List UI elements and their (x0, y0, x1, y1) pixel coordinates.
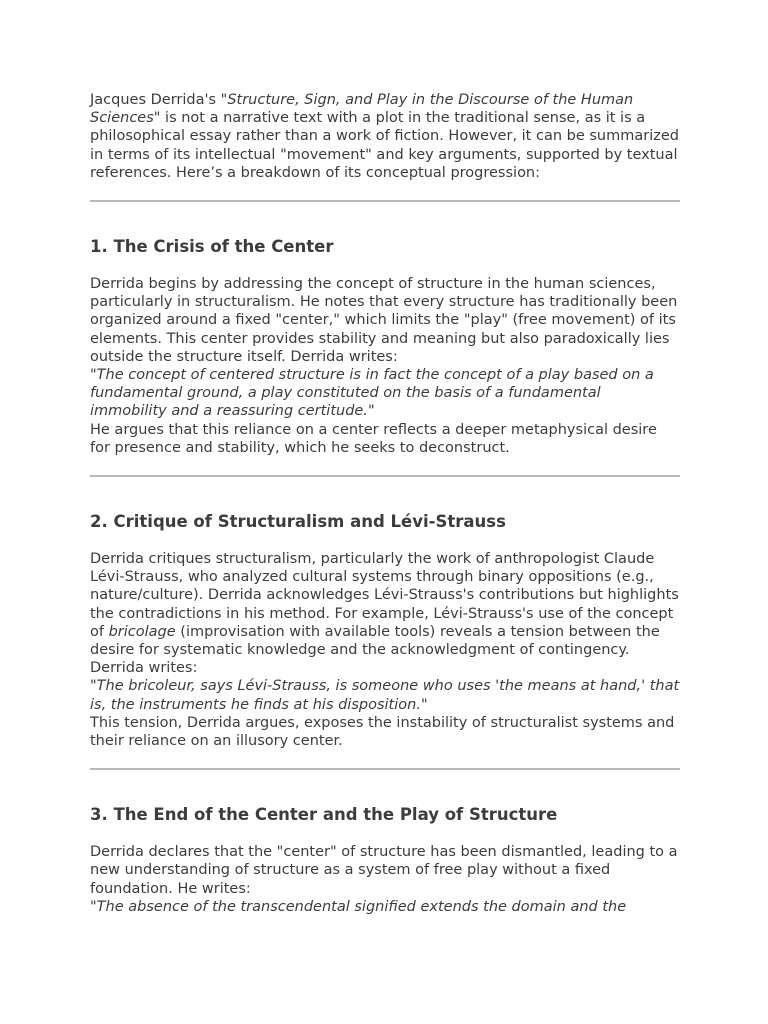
intro-text-start: Jacques Derrida's " (90, 92, 228, 108)
section-1-quote: The concept of centered structure is in fact the concept of a play based on a fundamental ground, a play constituted on the basis of a fundamental immobility and a reassuring certitude. (90, 367, 654, 420)
section-3-paragraph (90, 843, 680, 916)
section-divider (90, 768, 680, 770)
quote-mark-open: " (90, 678, 97, 695)
section-divider (90, 200, 680, 202)
section-2-after: This tension, Derrida argues, exposes the instability of structuralist systems and their reliance on an illusory center. (90, 714, 675, 750)
essay-title: Structure, Sign, and Play in the Discourse of the Human Sciences (90, 92, 634, 127)
quote-mark-close: " (367, 403, 375, 420)
section-3-quote: The absence of the transcendental signified extends the domain and the (96, 898, 627, 915)
intro-text-end: " is not a narrative text with a plot in the traditional sense, as it is a philosophical essay rather than a work of fiction. However, it can be summarized in terms of its intellectual "movement" and key arguments, supported by textual references. Here’s a breakdown of its conceptual progression: (90, 110, 679, 181)
section-1-body: Derrida begins by addressing the concept of structure in the human sciences, particularly in structuralism. He notes that every structure has traditionally been organized around a fixed "center," which limits the "play" (free movement) of its elements. This center provides stability and meaning but also paradoxically lies outside the structure itself. Derrida writes: (90, 276, 678, 365)
quote-mark-open: " (90, 898, 97, 915)
section-1-after: He argues that this reliance on a center reflects a deeper metaphysical desire for presence and stability, which he seeks to deconstruct. (90, 421, 657, 456)
section-1-paragraph (90, 275, 680, 457)
quote-mark-close: " (420, 696, 428, 713)
section-divider (90, 475, 680, 477)
section-2-quote: The bricoleur, says Lévi-Strauss, is someone who uses 'the means at hand,' that is, the instruments he finds at his disposition. (90, 678, 680, 713)
bricolage-term: bricolage (108, 623, 176, 640)
section-2-body-a: Derrida critiques structuralism, particularly the work of anthropologist Claude Lévi-Strauss, who analyzed cultural systems through binary oppositions (e.g., nature/culture). Derrida acknowledges Lévi-Strauss's contributions but highlights the contradictions in his method. For example, Lévi-Strauss's use of the concept of (90, 551, 679, 640)
section-2-heading: 2. Critique of Structuralism and Lévi-Strauss (90, 512, 506, 532)
section-2-paragraph (90, 550, 680, 750)
quote-mark-open: " (90, 367, 97, 384)
section-3-heading: 3. The End of the Center and the Play of Structure (90, 805, 558, 825)
section-2-body-b: (improvisation with available tools) reveals a tension between the desire for systematic knowledge and the acknowledgment of contingency. Derrida writes: (90, 623, 660, 677)
document-page (90, 91, 680, 916)
section-1-heading: 1. The Crisis of the Center (90, 237, 334, 257)
section-3-body: Derrida declares that the "center" of structure has been dismantled, leading to a new understanding of structure as a system of free play without a fixed foundation. He writes: (90, 844, 678, 897)
intro-paragraph (90, 91, 680, 182)
